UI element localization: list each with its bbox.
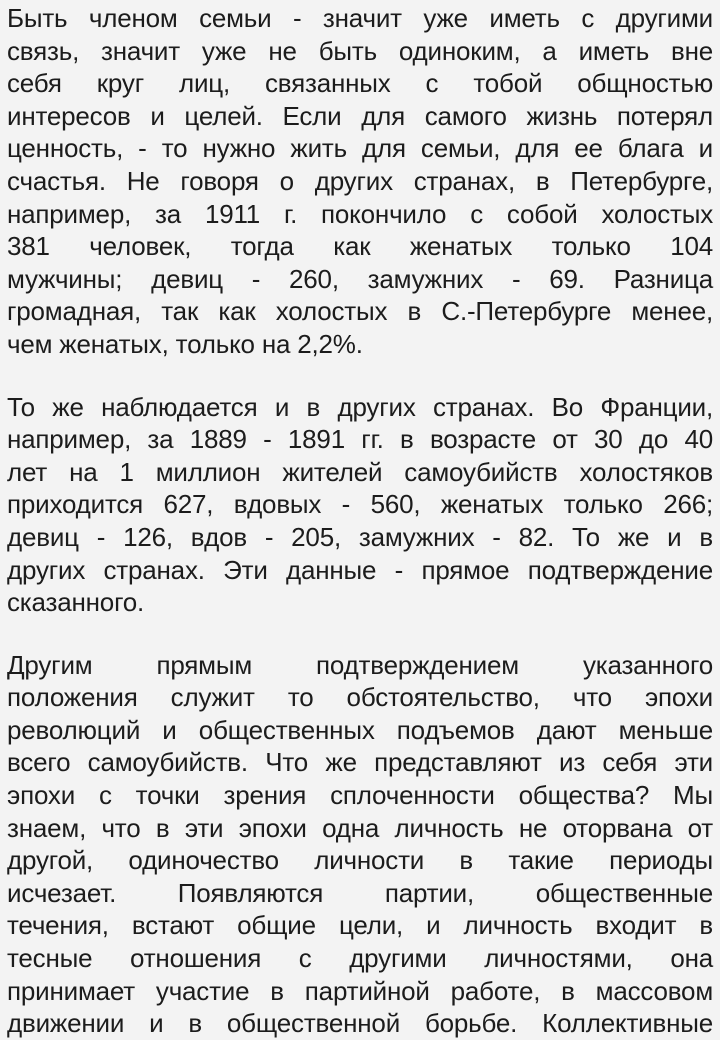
paragraph	[7, 391, 713, 619]
text-line: исчезает. Появляются партии, общественные	[7, 877, 713, 908]
text-line: чем женатых, только на 2,2%.	[7, 328, 363, 359]
text-line: движении и в общественной борьбе. Коллективные	[7, 1008, 713, 1039]
text-line: интересов и целей. Если для самого жизнь потерял	[7, 100, 713, 131]
text-line: принимает участие в партийной работе, в массовом	[7, 975, 713, 1006]
text-line: лет на 1 миллион жителей самоубийств холостяков	[7, 456, 713, 487]
text-line: девиц - 126, вдов - 205, замужних - 82. То же и в	[7, 521, 713, 552]
text-line: например, за 1889 - 1891 гг. в возрасте от 30 до 40	[7, 424, 713, 455]
text-line: например, за 1911 г. покончило с собой холостых	[7, 198, 713, 229]
text-line: счастья. Не говоря о других странах, в Петербурге,	[7, 165, 713, 196]
text-line: всего самоубийств. Что же представляют из себя эти	[7, 747, 713, 778]
text-line: Другим прямым подтверждением указанного	[7, 649, 713, 680]
text-line: мужчины; девиц - 260, замужних - 69. Разница	[7, 263, 713, 294]
text-line: громадная, так как холостых в С.-Петербурге менее,	[7, 296, 713, 327]
paragraph	[7, 2, 713, 361]
text-line: приходится 627, вдовых - 560, женатых только 266;	[7, 489, 713, 520]
text-line: течения, встают общие цели, и личность входит в	[7, 910, 713, 941]
text-line: знаем, что в эти эпохи одна личность не оторвана от	[7, 812, 713, 843]
text-line: То же наблюдается и в других странах. Во Франции,	[7, 391, 713, 422]
text-line: тесные отношения с другими личностями, она	[7, 943, 713, 974]
text-line: другой, одиночество личности в такие периоды	[7, 845, 713, 876]
text-line: себя круг лиц, связанных с тобой общностью	[7, 68, 713, 99]
paragraph	[7, 649, 713, 1040]
text-line: ценность, - то нужно жить для семьи, для ее блага и	[7, 133, 713, 164]
text-line: связь, значит уже не быть одиноким, а иметь вне	[7, 35, 713, 66]
text-line: революций и общественных подъемов дают меньше	[7, 714, 713, 745]
text-line: 381 человек, тогда как женатых только 104	[7, 231, 713, 262]
text-line: Быть членом семьи - значит уже иметь с другими	[7, 3, 713, 33]
text-line: положения служит то обстоятельство, что эпохи	[7, 682, 713, 713]
text-line: других странах. Эти данные - прямое подтверждение	[7, 554, 713, 585]
text-line: сказанного.	[7, 587, 145, 618]
text-line: эпохи с точки зрения сплоченности общества? Мы	[7, 780, 713, 811]
